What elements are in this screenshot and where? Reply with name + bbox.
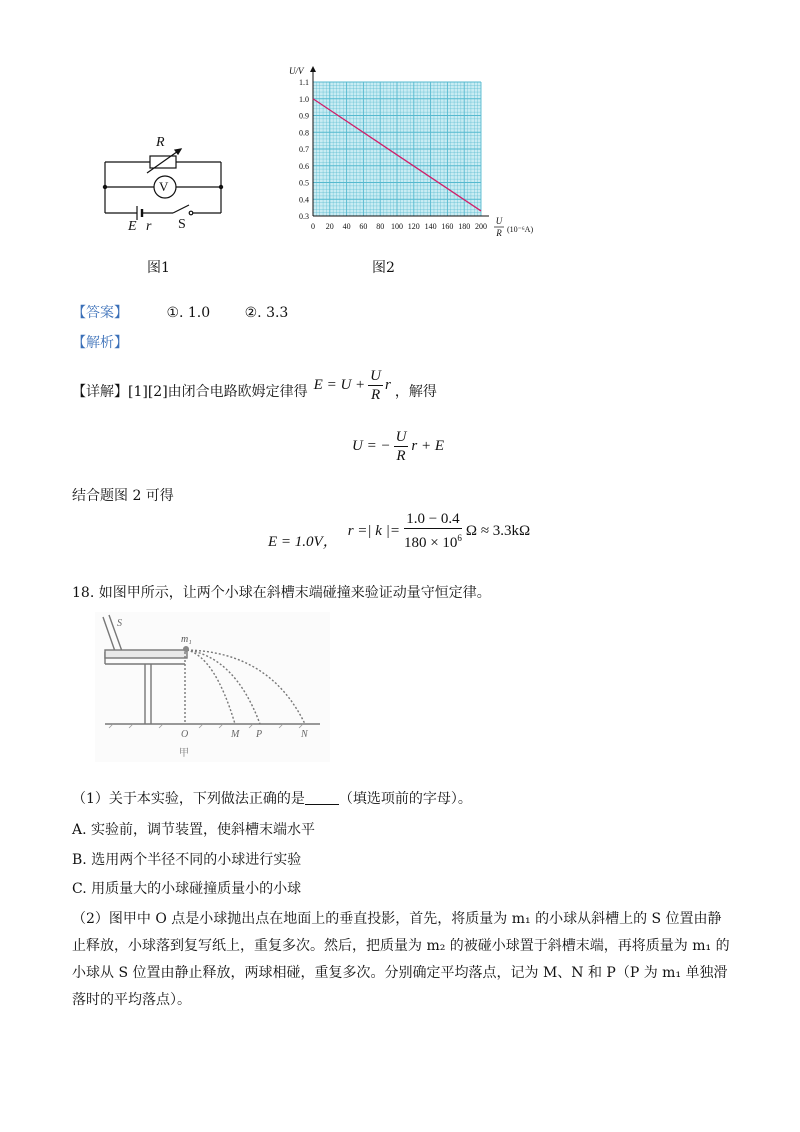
y-tick-label: 1.1 — [299, 78, 309, 87]
photo-label-n: N — [301, 729, 308, 740]
voltmeter-label: V — [159, 179, 169, 194]
x-axis-unit: (10⁻⁶A) — [507, 225, 534, 234]
answer-1: ①. 1.0 — [166, 305, 211, 321]
fraction-numerator: U — [370, 367, 382, 384]
detail-prefix: 【详解】[1][2]由闭合电路欧姆定律得 — [72, 384, 308, 400]
answer-2: ②. 3.3 — [244, 305, 289, 321]
y-axis-label: U/V — [289, 66, 304, 76]
emf-label: E — [128, 219, 137, 234]
equation-1 — [314, 367, 391, 404]
internal-resistance-label: r — [146, 219, 152, 234]
x-tick-label: 140 — [424, 222, 437, 231]
equation-1-tail: r — [385, 377, 391, 393]
fraction-denominator — [404, 529, 462, 552]
fraction-numerator: 1.0 − 0.4 — [404, 510, 462, 529]
x-tick-label: 60 — [359, 222, 368, 231]
y-axis-arrow — [310, 66, 316, 72]
option-c: C. 用质量大的小球碰撞质量小的小球 — [72, 881, 302, 897]
y-tick-label: 0.3 — [299, 212, 309, 221]
x-tick-label: 80 — [376, 222, 385, 231]
photo-label-m: M — [231, 729, 240, 740]
denominator-exponent: 6 — [457, 533, 462, 543]
figure-1-caption: 图1 — [147, 260, 170, 276]
x-tick-label: 160 — [441, 222, 454, 231]
option-b: B. 选用两个半径不同的小球进行实验 — [72, 852, 302, 868]
figure-jia — [95, 612, 330, 762]
equation-3 — [268, 510, 530, 552]
answer-tag: 【答案】 — [72, 305, 128, 321]
photo-label-m1: m₁ — [181, 634, 192, 645]
question-18-part-1 — [72, 789, 472, 809]
figure-2 — [285, 60, 565, 250]
analysis-tag: 【解析】 — [72, 335, 128, 351]
x-axis-label-denominator: R — [496, 228, 502, 238]
detail-suffix: ，解得 — [394, 384, 437, 400]
x-tick-label: 100 — [391, 222, 403, 231]
photo-label-s: S — [117, 618, 122, 629]
y-tick-label: 0.5 — [299, 178, 309, 188]
y-tick-label: 0.7 — [299, 145, 309, 154]
y-tick-label: 0.4 — [299, 195, 309, 205]
collision-apparatus-diagram — [95, 612, 330, 762]
detail-line — [72, 360, 437, 410]
equation-1-lhs: E = U + — [313, 377, 366, 393]
option-a: A. 实验前，调节装置，使斜槽末端水平 — [72, 822, 316, 838]
answer-line — [72, 303, 288, 323]
equation-2-lhs: U = − — [352, 438, 391, 454]
question-18-part-2: （2）图甲中 O 点是小球抛出点在地面上的垂直投影，首先，将质量为 m₁ 的小球从斜槽上的 S 位置由静止释放，小球落到复写纸上，重复多次。然后，把质量为 m₂ 的被碰小球置于斜槽末端，再将质量为 m₁ 的小球从 S 位置由静止释放，两球相碰，重复多次。分别确定平均落点，记为 M、N 和 P（P 为 m₁ 单独滑落时的平均落点）。 — [72, 911, 730, 1008]
switch-label: S — [178, 217, 186, 232]
x-tick-label: 180 — [458, 222, 471, 231]
y-tick-label: 0.6 — [299, 161, 309, 171]
x-tick-label: 120 — [407, 222, 420, 231]
equation-3-left: E = 1.0V， — [268, 533, 338, 550]
equation-1-fraction — [368, 367, 383, 404]
x-tick-label: 40 — [342, 222, 351, 231]
x-tick-label: 20 — [325, 222, 334, 231]
equation-3-fraction — [404, 510, 462, 552]
fraction-denominator: R — [371, 386, 381, 403]
fraction-numerator: U — [395, 429, 407, 445]
x-tick-label: 0 — [311, 222, 315, 231]
question-18-title: 18. 如图甲所示，让两个小球在斜槽末端碰撞来验证动量守恒定律。 — [72, 585, 491, 601]
answer-blank[interactable] — [305, 790, 339, 805]
y-tick-label: 1.0 — [299, 94, 309, 104]
photo-caption: 甲 — [179, 748, 189, 759]
photo-label-o: O — [181, 729, 189, 740]
equation-2 — [352, 428, 444, 465]
combine-text: 结合题图 2 可得 — [72, 488, 174, 504]
figure-1 — [95, 135, 235, 240]
part-1-tail: （填选项前的字母）。 — [338, 791, 472, 807]
denominator-base: 180 × 10 — [403, 535, 458, 551]
equation-2-tail: r + E — [411, 438, 445, 454]
equation-2-fraction — [394, 428, 409, 465]
equation-3-tail: Ω ≈ 3.3kΩ — [465, 522, 531, 539]
resistor-label: R — [156, 135, 165, 150]
part-1-text: （1）关于本实验，下列做法正确的是 — [72, 791, 305, 807]
x-axis-label-numerator: U — [495, 216, 503, 226]
equation-3-mid: r =| k |= — [347, 522, 400, 539]
photo-label-p: P — [256, 729, 263, 740]
figure-2-caption: 图2 — [372, 260, 395, 276]
x-tick-label: 200 — [475, 222, 487, 231]
fraction-denominator: R — [396, 448, 406, 464]
y-tick-label: 0.9 — [299, 111, 309, 121]
u-vs-current-chart — [285, 60, 565, 250]
y-tick-label: 0.8 — [299, 128, 309, 138]
